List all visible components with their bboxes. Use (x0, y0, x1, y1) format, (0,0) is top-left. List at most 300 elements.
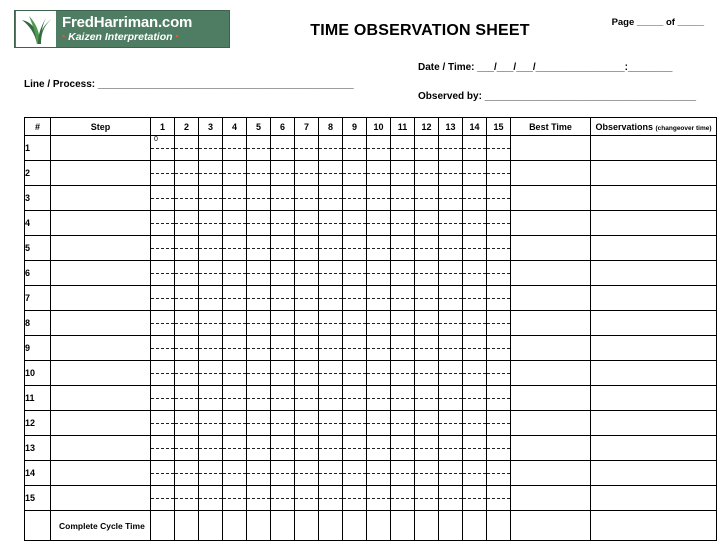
row-step[interactable] (51, 186, 151, 211)
cell-time-4-11[interactable] (391, 211, 415, 236)
cell-time-13-10[interactable] (367, 436, 391, 461)
cell-time-10-15[interactable] (487, 361, 511, 386)
cell-time-12-13[interactable] (439, 411, 463, 436)
cell-time-9-13[interactable] (439, 336, 463, 361)
cell-time-15-11[interactable] (391, 486, 415, 511)
cell-cycle-total-12[interactable] (415, 511, 439, 541)
cell-time-6-4[interactable] (223, 261, 247, 286)
cell-time-1-9[interactable] (343, 136, 367, 161)
cell-time-14-1[interactable] (151, 461, 175, 486)
cell-time-14-15[interactable] (487, 461, 511, 486)
cell-time-15-13[interactable] (439, 486, 463, 511)
cell-time-8-10[interactable] (367, 311, 391, 336)
cell-time-12-8[interactable] (319, 411, 343, 436)
cell-time-10-4[interactable] (223, 361, 247, 386)
cell-time-2-2[interactable] (175, 161, 199, 186)
cell-time-12-7[interactable] (295, 411, 319, 436)
cell-time-6-3[interactable] (199, 261, 223, 286)
cell-time-4-9[interactable] (343, 211, 367, 236)
cell-time-15-10[interactable] (367, 486, 391, 511)
cell-time-6-12[interactable] (415, 261, 439, 286)
cell-time-1-4[interactable] (223, 136, 247, 161)
cell-time-15-2[interactable] (175, 486, 199, 511)
cell-time-13-1[interactable] (151, 436, 175, 461)
cell-time-8-13[interactable] (439, 311, 463, 336)
row-step[interactable] (51, 486, 151, 511)
cell-time-7-4[interactable] (223, 286, 247, 311)
cell-time-1-6[interactable] (271, 136, 295, 161)
cell-time-15-3[interactable] (199, 486, 223, 511)
cell-time-9-4[interactable] (223, 336, 247, 361)
cell-best-time-6[interactable] (511, 261, 591, 286)
cell-time-2-12[interactable] (415, 161, 439, 186)
cell-time-11-9[interactable] (343, 386, 367, 411)
cell-time-8-3[interactable] (199, 311, 223, 336)
row-number: 8 (25, 311, 51, 336)
cell-best-time-2[interactable] (511, 161, 591, 186)
cell-time-9-14[interactable] (463, 336, 487, 361)
cell-time-3-1[interactable] (151, 186, 175, 211)
row-step[interactable] (51, 411, 151, 436)
cell-cycle-best-time[interactable] (511, 511, 591, 541)
cell-time-12-4[interactable] (223, 411, 247, 436)
cell-cycle-total-2[interactable] (175, 511, 199, 541)
cell-time-11-8[interactable] (319, 386, 343, 411)
cell-time-4-3[interactable] (199, 211, 223, 236)
cell-time-3-5[interactable] (247, 186, 271, 211)
cell-time-3-8[interactable] (319, 186, 343, 211)
cell-best-time-1[interactable] (511, 136, 591, 161)
cell-time-7-8[interactable] (319, 286, 343, 311)
cell-time-5-4[interactable] (223, 236, 247, 261)
cell-time-5-10[interactable] (367, 236, 391, 261)
cell-time-15-9[interactable] (343, 486, 367, 511)
row-number: 11 (25, 386, 51, 411)
cell-time-11-3[interactable] (199, 386, 223, 411)
row-number: 6 (25, 261, 51, 286)
cell-time-7-14[interactable] (463, 286, 487, 311)
cell-time-8-7[interactable] (295, 311, 319, 336)
cell-observations-10[interactable] (591, 361, 717, 386)
cell-time-4-8[interactable] (319, 211, 343, 236)
cell-time-9-2[interactable] (175, 336, 199, 361)
cell-cycle-total-7[interactable] (295, 511, 319, 541)
date-time-field[interactable]: Date / Time: ___/___/___/________________:________ (418, 62, 673, 73)
row-step[interactable] (51, 436, 151, 461)
cell-best-time-4[interactable] (511, 211, 591, 236)
row-step[interactable] (51, 261, 151, 286)
cell-time-3-10[interactable] (367, 186, 391, 211)
cell-time-2-4[interactable] (223, 161, 247, 186)
cell-observations-9[interactable] (591, 336, 717, 361)
cell-time-13-6[interactable] (271, 436, 295, 461)
cell-time-2-5[interactable] (247, 161, 271, 186)
cell-cycle-total-5[interactable] (247, 511, 271, 541)
cell-time-10-10[interactable] (367, 361, 391, 386)
cell-time-1-8[interactable] (319, 136, 343, 161)
cell-cycle-total-9[interactable] (343, 511, 367, 541)
cell-time-13-4[interactable] (223, 436, 247, 461)
cell-time-3-12[interactable] (415, 186, 439, 211)
cell-time-11-14[interactable] (463, 386, 487, 411)
cell-cycle-total-1[interactable] (151, 511, 175, 541)
cell-time-1-10[interactable] (367, 136, 391, 161)
cell-time-11-15[interactable] (487, 386, 511, 411)
cell-time-9-12[interactable] (415, 336, 439, 361)
row-step[interactable] (51, 336, 151, 361)
cell-time-10-1[interactable] (151, 361, 175, 386)
cell-time-7-10[interactable] (367, 286, 391, 311)
cell-time-3-9[interactable] (343, 186, 367, 211)
cell-time-14-12[interactable] (415, 461, 439, 486)
cell-time-9-3[interactable] (199, 336, 223, 361)
cell-time-5-7[interactable] (295, 236, 319, 261)
cell-time-14-9[interactable] (343, 461, 367, 486)
cell-time-3-15[interactable] (487, 186, 511, 211)
cell-time-8-12[interactable] (415, 311, 439, 336)
cell-time-7-12[interactable] (415, 286, 439, 311)
cell-time-11-10[interactable] (367, 386, 391, 411)
cell-observations-14[interactable] (591, 461, 717, 486)
cell-time-8-1[interactable] (151, 311, 175, 336)
cell-time-5-8[interactable] (319, 236, 343, 261)
cell-time-2-13[interactable] (439, 161, 463, 186)
cell-time-5-6[interactable] (271, 236, 295, 261)
cell-time-15-12[interactable] (415, 486, 439, 511)
cell-time-5-1[interactable] (151, 236, 175, 261)
observed-by-field[interactable]: Observed by: ______________________________________ (418, 91, 697, 102)
cell-time-3-13[interactable] (439, 186, 463, 211)
cell-time-3-2[interactable] (175, 186, 199, 211)
cell-time-13-15[interactable] (487, 436, 511, 461)
cell-time-1-11[interactable] (391, 136, 415, 161)
cell-time-12-11[interactable] (391, 411, 415, 436)
cell-time-15-15[interactable] (487, 486, 511, 511)
row-step[interactable] (51, 361, 151, 386)
cell-time-5-3[interactable] (199, 236, 223, 261)
cell-time-6-9[interactable] (343, 261, 367, 286)
cell-time-4-5[interactable] (247, 211, 271, 236)
cell-best-time-8[interactable] (511, 311, 591, 336)
cell-time-7-3[interactable] (199, 286, 223, 311)
cell-time-12-12[interactable] (415, 411, 439, 436)
cell-time-12-1[interactable] (151, 411, 175, 436)
row-step[interactable] (51, 311, 151, 336)
cell-time-5-14[interactable] (463, 236, 487, 261)
cell-time-7-5[interactable] (247, 286, 271, 311)
cell-time-8-6[interactable] (271, 311, 295, 336)
cell-time-8-15[interactable] (487, 311, 511, 336)
cell-time-10-8[interactable] (319, 361, 343, 386)
cell-cycle-total-6[interactable] (271, 511, 295, 541)
cell-observations-15[interactable] (591, 486, 717, 511)
cell-time-2-7[interactable] (295, 161, 319, 186)
cell-observations-8[interactable] (591, 311, 717, 336)
cell-time-6-2[interactable] (175, 261, 199, 286)
cell-cycle-total-4[interactable] (223, 511, 247, 541)
cell-time-5-13[interactable] (439, 236, 463, 261)
cell-observations-6[interactable] (591, 261, 717, 286)
cell-time-10-12[interactable] (415, 361, 439, 386)
cell-time-5-11[interactable] (391, 236, 415, 261)
cell-time-15-14[interactable] (463, 486, 487, 511)
cell-time-1-5[interactable] (247, 136, 271, 161)
cell-time-6-13[interactable] (439, 261, 463, 286)
cell-cycle-total-3[interactable] (199, 511, 223, 541)
cell-time-5-15[interactable] (487, 236, 511, 261)
cell-time-7-9[interactable] (343, 286, 367, 311)
cell-observations-2[interactable] (591, 161, 717, 186)
cell-time-14-13[interactable] (439, 461, 463, 486)
table-row (25, 286, 717, 311)
cell-best-time-9[interactable] (511, 336, 591, 361)
cell-time-4-14[interactable] (463, 211, 487, 236)
cell-time-3-6[interactable] (271, 186, 295, 211)
cell-time-9-10[interactable] (367, 336, 391, 361)
cell-cycle-observations[interactable] (591, 511, 717, 541)
cell-time-13-5[interactable] (247, 436, 271, 461)
cell-time-4-13[interactable] (439, 211, 463, 236)
cell-time-11-1[interactable] (151, 386, 175, 411)
cell-time-8-11[interactable] (391, 311, 415, 336)
cell-observations-13[interactable] (591, 436, 717, 461)
cell-time-10-6[interactable] (271, 361, 295, 386)
cell-time-10-5[interactable] (247, 361, 271, 386)
cell-time-13-7[interactable] (295, 436, 319, 461)
cell-time-10-7[interactable] (295, 361, 319, 386)
cell-time-4-7[interactable] (295, 211, 319, 236)
cell-time-5-12[interactable] (415, 236, 439, 261)
cell-time-2-15[interactable] (487, 161, 511, 186)
cell-observations-3[interactable] (591, 186, 717, 211)
cell-time-7-7[interactable] (295, 286, 319, 311)
cell-observations-7[interactable] (591, 286, 717, 311)
row-step[interactable] (51, 461, 151, 486)
cell-time-9-6[interactable] (271, 336, 295, 361)
cell-time-9-15[interactable] (487, 336, 511, 361)
cell-observations-5[interactable] (591, 236, 717, 261)
row-step[interactable] (51, 386, 151, 411)
cell-time-4-2[interactable] (175, 211, 199, 236)
row-step[interactable] (51, 236, 151, 261)
cell-time-3-3[interactable] (199, 186, 223, 211)
cell-time-13-9[interactable] (343, 436, 367, 461)
cell-best-time-11[interactable] (511, 386, 591, 411)
cell-time-8-2[interactable] (175, 311, 199, 336)
row-step[interactable] (51, 161, 151, 186)
cell-time-15-5[interactable] (247, 486, 271, 511)
cell-time-14-3[interactable] (199, 461, 223, 486)
cell-time-8-9[interactable] (343, 311, 367, 336)
cell-time-7-11[interactable] (391, 286, 415, 311)
cell-time-12-15[interactable] (487, 411, 511, 436)
cell-time-6-11[interactable] (391, 261, 415, 286)
page-number-field[interactable]: Page _____ of _____ (611, 17, 704, 28)
cell-time-15-7[interactable] (295, 486, 319, 511)
cell-time-6-10[interactable] (367, 261, 391, 286)
cell-time-12-5[interactable] (247, 411, 271, 436)
cell-time-2-8[interactable] (319, 161, 343, 186)
cell-cycle-total-8[interactable] (319, 511, 343, 541)
cell-time-9-11[interactable] (391, 336, 415, 361)
cell-time-9-1[interactable] (151, 336, 175, 361)
cell-time-1-13[interactable] (439, 136, 463, 161)
cell-time-13-2[interactable] (175, 436, 199, 461)
cell-time-13-12[interactable] (415, 436, 439, 461)
cell-time-13-13[interactable] (439, 436, 463, 461)
cell-time-1-12[interactable] (415, 136, 439, 161)
row-step[interactable] (51, 286, 151, 311)
cell-time-3-4[interactable] (223, 186, 247, 211)
cell-time-6-8[interactable] (319, 261, 343, 286)
cell-time-1-7[interactable] (295, 136, 319, 161)
cell-observations-4[interactable] (591, 211, 717, 236)
cell-time-10-11[interactable] (391, 361, 415, 386)
cell-time-2-3[interactable] (199, 161, 223, 186)
cell-time-7-1[interactable] (151, 286, 175, 311)
cell-time-11-11[interactable] (391, 386, 415, 411)
cell-time-10-2[interactable] (175, 361, 199, 386)
cell-time-9-9[interactable] (343, 336, 367, 361)
cell-time-12-9[interactable] (343, 411, 367, 436)
cell-cycle-total-10[interactable] (367, 511, 391, 541)
cell-time-4-12[interactable] (415, 211, 439, 236)
cell-time-2-6[interactable] (271, 161, 295, 186)
cell-time-14-14[interactable] (463, 461, 487, 486)
cell-time-9-5[interactable] (247, 336, 271, 361)
cell-time-6-14[interactable] (463, 261, 487, 286)
cell-time-15-4[interactable] (223, 486, 247, 511)
cell-time-13-8[interactable] (319, 436, 343, 461)
cell-observations-12[interactable] (591, 411, 717, 436)
cell-best-time-7[interactable] (511, 286, 591, 311)
cell-time-11-13[interactable] (439, 386, 463, 411)
cell-time-11-2[interactable] (175, 386, 199, 411)
cell-time-12-10[interactable] (367, 411, 391, 436)
cell-time-6-7[interactable] (295, 261, 319, 286)
cell-time-15-8[interactable] (319, 486, 343, 511)
cell-time-4-15[interactable] (487, 211, 511, 236)
cell-time-2-10[interactable] (367, 161, 391, 186)
cell-time-6-5[interactable] (247, 261, 271, 286)
cell-time-7-6[interactable] (271, 286, 295, 311)
cell-time-7-15[interactable] (487, 286, 511, 311)
cell-best-time-14[interactable] (511, 461, 591, 486)
cell-time-1-3[interactable] (199, 136, 223, 161)
cell-cycle-total-13[interactable] (439, 511, 463, 541)
cell-time-15-6[interactable] (271, 486, 295, 511)
cell-time-11-5[interactable] (247, 386, 271, 411)
cell-time-6-15[interactable] (487, 261, 511, 286)
cell-time-12-14[interactable] (463, 411, 487, 436)
cell-time-14-6[interactable] (271, 461, 295, 486)
cell-time-5-5[interactable] (247, 236, 271, 261)
cell-time-5-2[interactable] (175, 236, 199, 261)
cell-time-6-1[interactable] (151, 261, 175, 286)
cell-time-6-6[interactable] (271, 261, 295, 286)
cell-time-2-11[interactable] (391, 161, 415, 186)
cell-observations-11[interactable] (591, 386, 717, 411)
cell-time-4-4[interactable] (223, 211, 247, 236)
cell-best-time-5[interactable] (511, 236, 591, 261)
brand-title: FredHarriman.com (62, 13, 193, 31)
cell-time-11-4[interactable] (223, 386, 247, 411)
cell-time-14-7[interactable] (295, 461, 319, 486)
cell-cycle-total-11[interactable] (391, 511, 415, 541)
cell-time-15-1[interactable] (151, 486, 175, 511)
row-step[interactable] (51, 211, 151, 236)
cell-time-14-11[interactable] (391, 461, 415, 486)
cell-time-8-14[interactable] (463, 311, 487, 336)
cell-best-time-3[interactable] (511, 186, 591, 211)
cell-time-13-3[interactable] (199, 436, 223, 461)
footer-row-spacer (25, 511, 51, 541)
cell-time-11-7[interactable] (295, 386, 319, 411)
cell-time-14-10[interactable] (367, 461, 391, 486)
cell-time-7-2[interactable] (175, 286, 199, 311)
cell-time-13-14[interactable] (463, 436, 487, 461)
cell-time-5-9[interactable] (343, 236, 367, 261)
cell-time-2-1[interactable] (151, 161, 175, 186)
cell-time-14-8[interactable] (319, 461, 343, 486)
cell-time-4-6[interactable] (271, 211, 295, 236)
cell-time-13-11[interactable] (391, 436, 415, 461)
table-row (25, 461, 717, 486)
cell-time-14-2[interactable] (175, 461, 199, 486)
cell-time-9-7[interactable] (295, 336, 319, 361)
cell-time-9-8[interactable] (319, 336, 343, 361)
cell-time-8-5[interactable] (247, 311, 271, 336)
cell-time-10-9[interactable] (343, 361, 367, 386)
cell-time-12-3[interactable] (199, 411, 223, 436)
cell-time-3-11[interactable] (391, 186, 415, 211)
cell-time-7-13[interactable] (439, 286, 463, 311)
cell-time-2-9[interactable] (343, 161, 367, 186)
cell-observations-1[interactable] (591, 136, 717, 161)
cell-best-time-15[interactable] (511, 486, 591, 511)
line-process-field[interactable]: Line / Process: ______________________________________________ (24, 79, 354, 90)
cell-time-10-3[interactable] (199, 361, 223, 386)
cell-best-time-12[interactable] (511, 411, 591, 436)
cell-cycle-total-15[interactable] (487, 511, 511, 541)
cell-time-2-14[interactable] (463, 161, 487, 186)
cell-time-1-15[interactable] (487, 136, 511, 161)
cell-time-4-1[interactable] (151, 211, 175, 236)
cell-time-8-4[interactable] (223, 311, 247, 336)
cell-time-10-13[interactable] (439, 361, 463, 386)
cell-time-1-14[interactable] (463, 136, 487, 161)
row-number: 3 (25, 186, 51, 211)
cell-time-1-2[interactable] (175, 136, 199, 161)
cell-cycle-total-14[interactable] (463, 511, 487, 541)
cell-time-12-2[interactable] (175, 411, 199, 436)
cell-time-14-5[interactable] (247, 461, 271, 486)
cell-time-12-6[interactable] (271, 411, 295, 436)
cell-time-8-8[interactable] (319, 311, 343, 336)
row-number: 7 (25, 286, 51, 311)
cell-time-3-7[interactable] (295, 186, 319, 211)
cell-time-11-12[interactable] (415, 386, 439, 411)
cell-time-11-6[interactable] (271, 386, 295, 411)
cell-time-10-14[interactable] (463, 361, 487, 386)
cell-time-4-10[interactable] (367, 211, 391, 236)
cell-time-1-1[interactable] (151, 136, 175, 161)
row-step[interactable] (51, 136, 151, 161)
cell-best-time-10[interactable] (511, 361, 591, 386)
cell-time-14-4[interactable] (223, 461, 247, 486)
cell-time-3-14[interactable] (463, 186, 487, 211)
cell-best-time-13[interactable] (511, 436, 591, 461)
